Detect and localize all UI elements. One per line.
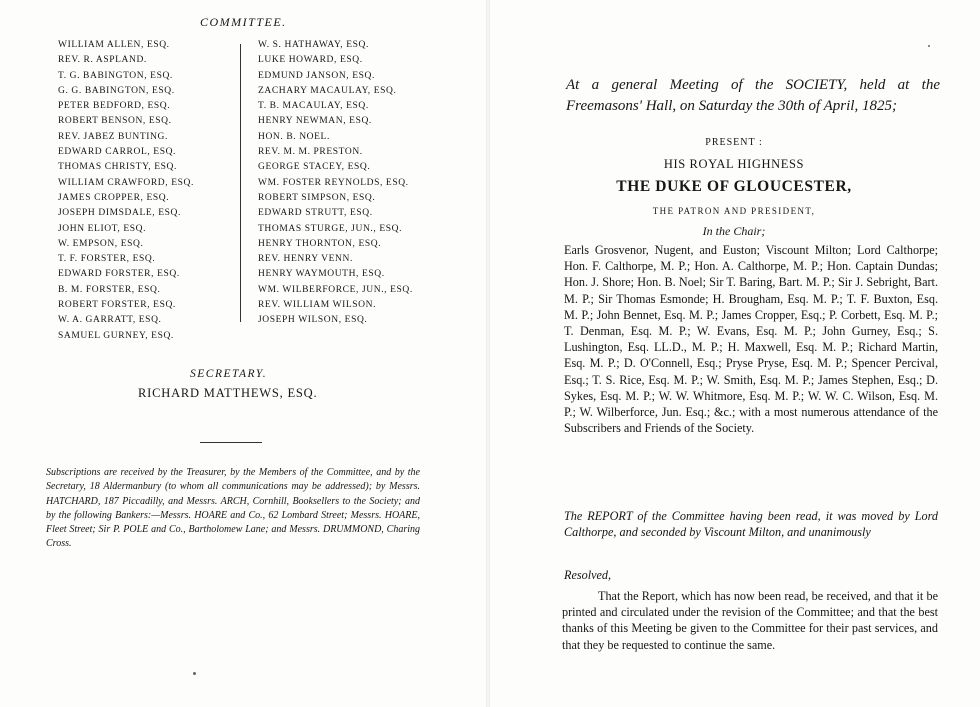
secretary-heading: SECRETARY. (190, 368, 268, 380)
committee-member: W. EMPSON, ESQ. (58, 238, 144, 249)
committee-heading: COMMITTEE. (200, 15, 287, 29)
chair-line: In the Chair; (702, 224, 766, 238)
duke-title: THE DUKE OF GLOUCESTER, (616, 178, 852, 195)
committee-member: ROBERT SIMPSON, ESQ. (258, 192, 376, 203)
committee-member: REV. M. M. PRESTON. (258, 147, 363, 158)
committee-member: HON. B. NOEL. (258, 131, 330, 142)
report-motion: The REPORT of the Committee having been read, it was moved by Lord Calthorpe, and seconded by Viscount Milton, and unanimously (564, 509, 938, 540)
committee-member: JOHN ELIOT, ESQ. (58, 223, 147, 234)
print-speck (193, 672, 196, 675)
present-label: PRESENT : (705, 137, 763, 148)
committee-member: HENRY NEWMAN, ESQ. (258, 116, 372, 127)
resolved-label: Resolved, (564, 568, 612, 582)
committee-member: T. G. BABINGTON, ESQ. (58, 70, 173, 81)
committee-member: ROBERT FORSTER, ESQ. (58, 300, 176, 311)
committee-member: REV. R. ASPLAND. (58, 55, 147, 66)
resolution-paragraph: That the Report, which has now been read, be received, and that it be printed and circulated under the revision of the Committee; and that the best thanks of this Meeting be given to the Committee for their past services, and that they be requested to continue the same. (562, 589, 938, 652)
committee-member: SAMUEL GURNEY, ESQ. (58, 330, 174, 341)
attendees-paragraph: Earls Grosvenor, Nugent, and Euston; Viscount Milton; Lord Calthorpe; Hon. F. Calthorpe, M. P.; Hon. A. Calthorpe, M. P.; Hon. Captain Dundas; Hon. J. Shore; Hon. B. Noel; Sir T. Baring, Bart. M. P.; Sir J. Sebright, Bart. M. P.; Sir Thomas Esmonde; H. Brougham, Esq. M. P.; T. F. Buxton, Esq. M. P.; John Bennet, Esq. M. P.; James Cropper, Esq.; P. Corbett, Esq. M. P.; T. Denman, Esq. M. P.; W. Evans, Esq. M. P.; John Gurney, Esq.; S. Lushington, Esq. LL.D., M. P.; H. Maxwell, Esq. M. P.; Richard Martin, Esq. M. P.; D. O'Connell, Esq.; Pryse Pryse, Esq. M. P.; Spencer Percival, Esq.; T. S. Rice, Esq. M. P.; W. Smith, Esq. M. P.; James Stephen, Esq.; D. Sykes, Esq. M. P.; W. W. Whitmore, Esq. M. P.; W. W. C. Wilson, Esq. M. P.; W. Wilberforce, Jun. Esq.; &c.; with a most numerous attendance of the Subscribers and Friends of the Society. (564, 243, 938, 436)
highness-line: HIS ROYAL HIGHNESS (663, 157, 805, 171)
committee-member: WM. FOSTER REYNOLDS, ESQ. (258, 177, 409, 188)
committee-member: HENRY THORNTON, ESQ. (258, 238, 382, 249)
committee-member: B. M. FORSTER, ESQ. (58, 284, 161, 295)
committee-member: EDMUND JANSON, ESQ. (258, 70, 375, 81)
committee-member: GEORGE STACEY, ESQ. (258, 162, 371, 173)
committee-member: T. B. MACAULAY, ESQ. (258, 101, 369, 112)
committee-member: WILLIAM CRAWFORD, ESQ. (58, 177, 194, 188)
committee-member: G. G. BABINGTON, ESQ. (58, 85, 175, 96)
committee-member: ROBERT BENSON, ESQ. (58, 116, 172, 127)
committee-member: THOMAS STURGE, JUN., ESQ. (258, 223, 403, 234)
committee-member: EDWARD CARROL, ESQ. (58, 147, 177, 158)
left-page (0, 0, 488, 707)
patron-line: THE PATRON AND PRESIDENT, (652, 206, 816, 216)
committee-list-right (258, 38, 413, 329)
committee-member: REV. HENRY VENN. (258, 254, 353, 265)
committee-member: REV. JABEZ BUNTING. (58, 131, 168, 142)
committee-member: EDWARD STRUTT, ESQ. (258, 208, 373, 219)
committee-member: LUKE HOWARD, ESQ. (258, 55, 363, 66)
committee-member: HENRY WAYMOUTH, ESQ. (258, 269, 385, 280)
committee-member: REV. WILLIAM WILSON. (258, 300, 377, 311)
committee-member: T. F. FORSTER, ESQ. (58, 254, 156, 265)
committee-member: PETER BEDFORD, ESQ. (58, 101, 171, 112)
committee-member: JAMES CROPPER, ESQ. (58, 192, 170, 203)
committee-member: EDWARD FORSTER, ESQ. (58, 269, 180, 280)
committee-member: WILLIAM ALLEN, ESQ. (58, 40, 170, 50)
committee-member: THOMAS CHRISTY, ESQ. (58, 162, 177, 173)
section-divider (200, 442, 262, 443)
committee-member: W. S. HATHAWAY, ESQ. (258, 40, 369, 50)
subscriptions-note: Subscriptions are received by the Treasurer, by the Members of the Committee, and by the Secretary, 18 Aldermanbury (to whom all communications may be addressed); by Messrs. HATCHARD, 187 Piccadilly, and Messrs. ARCH, Cornhill, Booksellers to the Society; and by the following Bankers:—Messrs. HOARE and Co., 62 Lombard Street; Messrs. HOARE, Fleet Street; Sir P. POLE and Co., Bartholomew Lane; and Messrs. DRUMMOND, Charing Cross. (46, 467, 420, 550)
committee-member: JOSEPH WILSON, ESQ. (258, 315, 368, 326)
committee-member: WM. WILBERFORCE, JUN., ESQ. (258, 284, 413, 295)
committee-member: W. A. GARRATT, ESQ. (58, 315, 162, 326)
column-divider (240, 44, 241, 322)
meeting-intro: At a general Meeting of the SOCIETY, held at the Freemasons' Hall, on Saturday the 30th of April, 1825; (566, 77, 940, 114)
committee-member: JOSEPH DIMSDALE, ESQ. (58, 208, 181, 219)
committee-member: ZACHARY MACAULAY, ESQ. (258, 85, 397, 96)
secretary-name: RICHARD MATTHEWS, ESQ. (138, 386, 318, 400)
right-page (488, 0, 980, 707)
print-speck (928, 45, 930, 47)
committee-list-left (58, 38, 194, 344)
